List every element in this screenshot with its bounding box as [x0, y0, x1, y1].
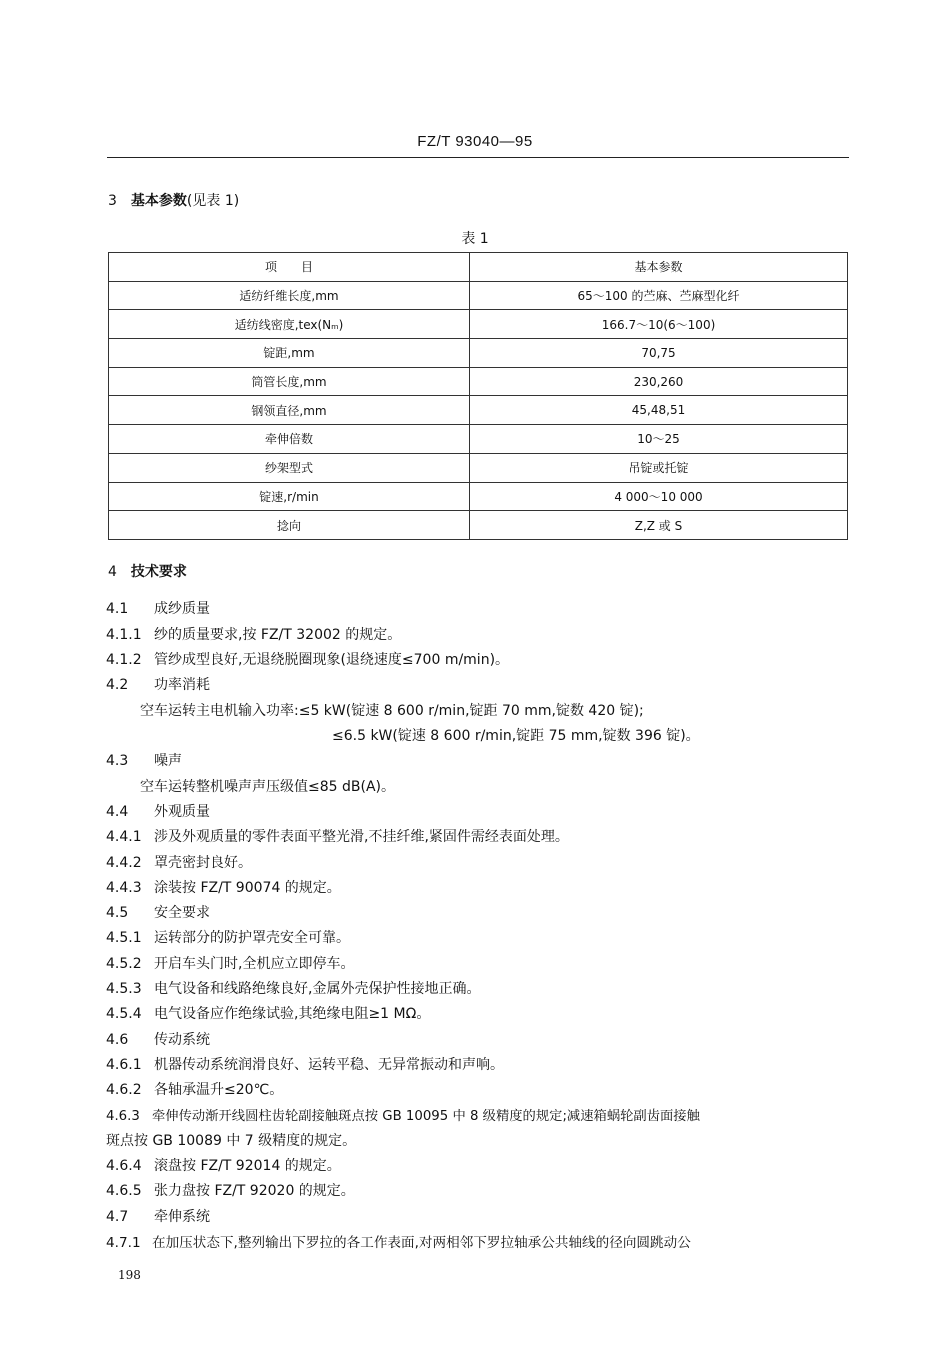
section-3-title: 基本参数: [130, 193, 187, 209]
clause-4-6: 4.6 传动系统: [106, 1032, 210, 1048]
row-label: 牵伸倍数: [109, 425, 470, 454]
row-label: 适纺线密度,tex(Nₘ): [109, 310, 470, 339]
clause-4-2: 4.2 功率消耗: [106, 677, 210, 693]
clause-4-3-text: 空车运转整机噪声声压级值≤85 dB(A)。: [140, 779, 395, 795]
clause-4-4: 4.4 外观质量: [106, 804, 210, 820]
clause-4-4-2: 4.4.2 罩壳密封良好。: [106, 855, 252, 871]
row-label: 筒管长度,mm: [109, 367, 470, 396]
clause-4-2-text-1: 空车运转主电机输入功率:≤5 kW(锭速 8 600 r/min,锭距 70 mm,锭数 420 锭);: [140, 703, 644, 719]
clause-4-5: 4.5 安全要求: [106, 905, 210, 921]
table-header-row: [109, 253, 848, 282]
row-value: 230,260: [470, 367, 848, 396]
header-item: 项 目: [109, 253, 470, 282]
clause-4-5-3: 4.5.3 电气设备和线路绝缘良好,金属外壳保护性接地正确。: [106, 981, 481, 997]
clause-4-6-2: 4.6.2 各轴承温升≤20℃。: [106, 1082, 284, 1098]
clause-4-6-5: 4.6.5 张力盘按 FZ/T 92020 的规定。: [106, 1183, 355, 1199]
clause-4-6-1: 4.6.1 机器传动系统润滑良好、运转平稳、无异常振动和声响。: [106, 1057, 504, 1073]
document-header: FZ/T 93040—95: [417, 133, 533, 150]
clause-4-1-1: 4.1.1 纱的质量要求,按 FZ/T 32002 的规定。: [106, 627, 402, 643]
section-4-title: 技术要求: [130, 564, 187, 580]
clause-4-5-1: 4.5.1 运转部分的防护罩壳安全可靠。: [106, 930, 350, 946]
clause-4-5-2: 4.5.2 开启车头门时,全机应立即停车。: [106, 956, 355, 972]
clause-4-5-4: 4.5.4 电气设备应作绝缘试验,其绝缘电阻≥1 MΩ。: [106, 1006, 431, 1022]
section-3-note: (见表 1): [186, 193, 240, 209]
clause-4-2-text-2: ≤6.5 kW(锭速 8 600 r/min,锭距 75 mm,锭数 396 锭)。: [332, 728, 700, 744]
row-value: 45,48,51: [470, 396, 848, 425]
row-label: 锭距,mm: [109, 339, 470, 368]
row-label: 纱架型式: [109, 453, 470, 482]
clause-4-6-4: 4.6.4 滚盘按 FZ/T 92014 的规定。: [106, 1158, 341, 1174]
section-3-number: 3: [108, 193, 117, 209]
clause-4-6-3-continued: 斑点按 GB 10089 中 7 级精度的规定。: [106, 1133, 357, 1149]
header-basic-params: 基本参数: [470, 253, 848, 282]
row-value: 65～100 的苎麻、苎麻型化纤: [470, 281, 848, 310]
section-4-number: 4: [108, 564, 117, 580]
row-value: 10～25: [470, 425, 848, 454]
row-label: 锭速,r/min: [109, 482, 470, 511]
table-row: [109, 310, 848, 339]
row-label: 钢领直径,mm: [109, 396, 470, 425]
table-row: [109, 281, 848, 310]
row-value: 166.7～10(6～100): [470, 310, 848, 339]
section-4-heading: [108, 561, 187, 581]
row-value: 4 000～10 000: [470, 482, 848, 511]
row-value: 吊锭或托锭: [470, 453, 848, 482]
row-label: 适纺纤维长度,mm: [109, 281, 470, 310]
section-3-heading: [108, 190, 239, 210]
table-row: [109, 339, 848, 368]
table-row: [109, 482, 848, 511]
clause-4-4-1: 4.4.1 涉及外观质量的零件表面平整光滑,不挂纤维,紧固件需经表面处理。: [106, 829, 569, 845]
table-row: [109, 367, 848, 396]
table-caption: 表 1: [461, 231, 489, 247]
row-label: 捻向: [109, 511, 470, 540]
table-row: [109, 511, 848, 540]
table-row: [109, 396, 848, 425]
table-row: [109, 453, 848, 482]
clause-4-7: 4.7 牵伸系统: [106, 1209, 210, 1225]
parameters-table: [108, 252, 848, 540]
clause-4-4-3: 4.4.3 涂装按 FZ/T 90074 的规定。: [106, 880, 341, 896]
clause-4-6-3: 4.6.3 牵伸传动渐开线圆柱齿轮副接触斑点按 GB 10095 中 8 级精度的规定;减速箱蜗轮副齿面接触: [106, 1109, 700, 1124]
clause-4-7-1: 4.7.1 在加压状态下,整列输出下罗拉的各工作表面,对两相邻下罗拉轴承公共轴线的径向圆跳动公: [106, 1235, 691, 1251]
row-value: Z,Z 或 S: [470, 511, 848, 540]
clause-4-1: 4.1 成纱质量: [106, 601, 210, 617]
header-divider: [107, 157, 849, 158]
page-number: 198: [118, 1268, 141, 1282]
row-value: 70,75: [470, 339, 848, 368]
clause-4-3: 4.3 噪声: [106, 753, 182, 769]
table-row: [109, 425, 848, 454]
clause-4-1-2: 4.1.2 管纱成型良好,无退绕脱圈现象(退绕速度≤700 m/min)。: [106, 652, 510, 668]
